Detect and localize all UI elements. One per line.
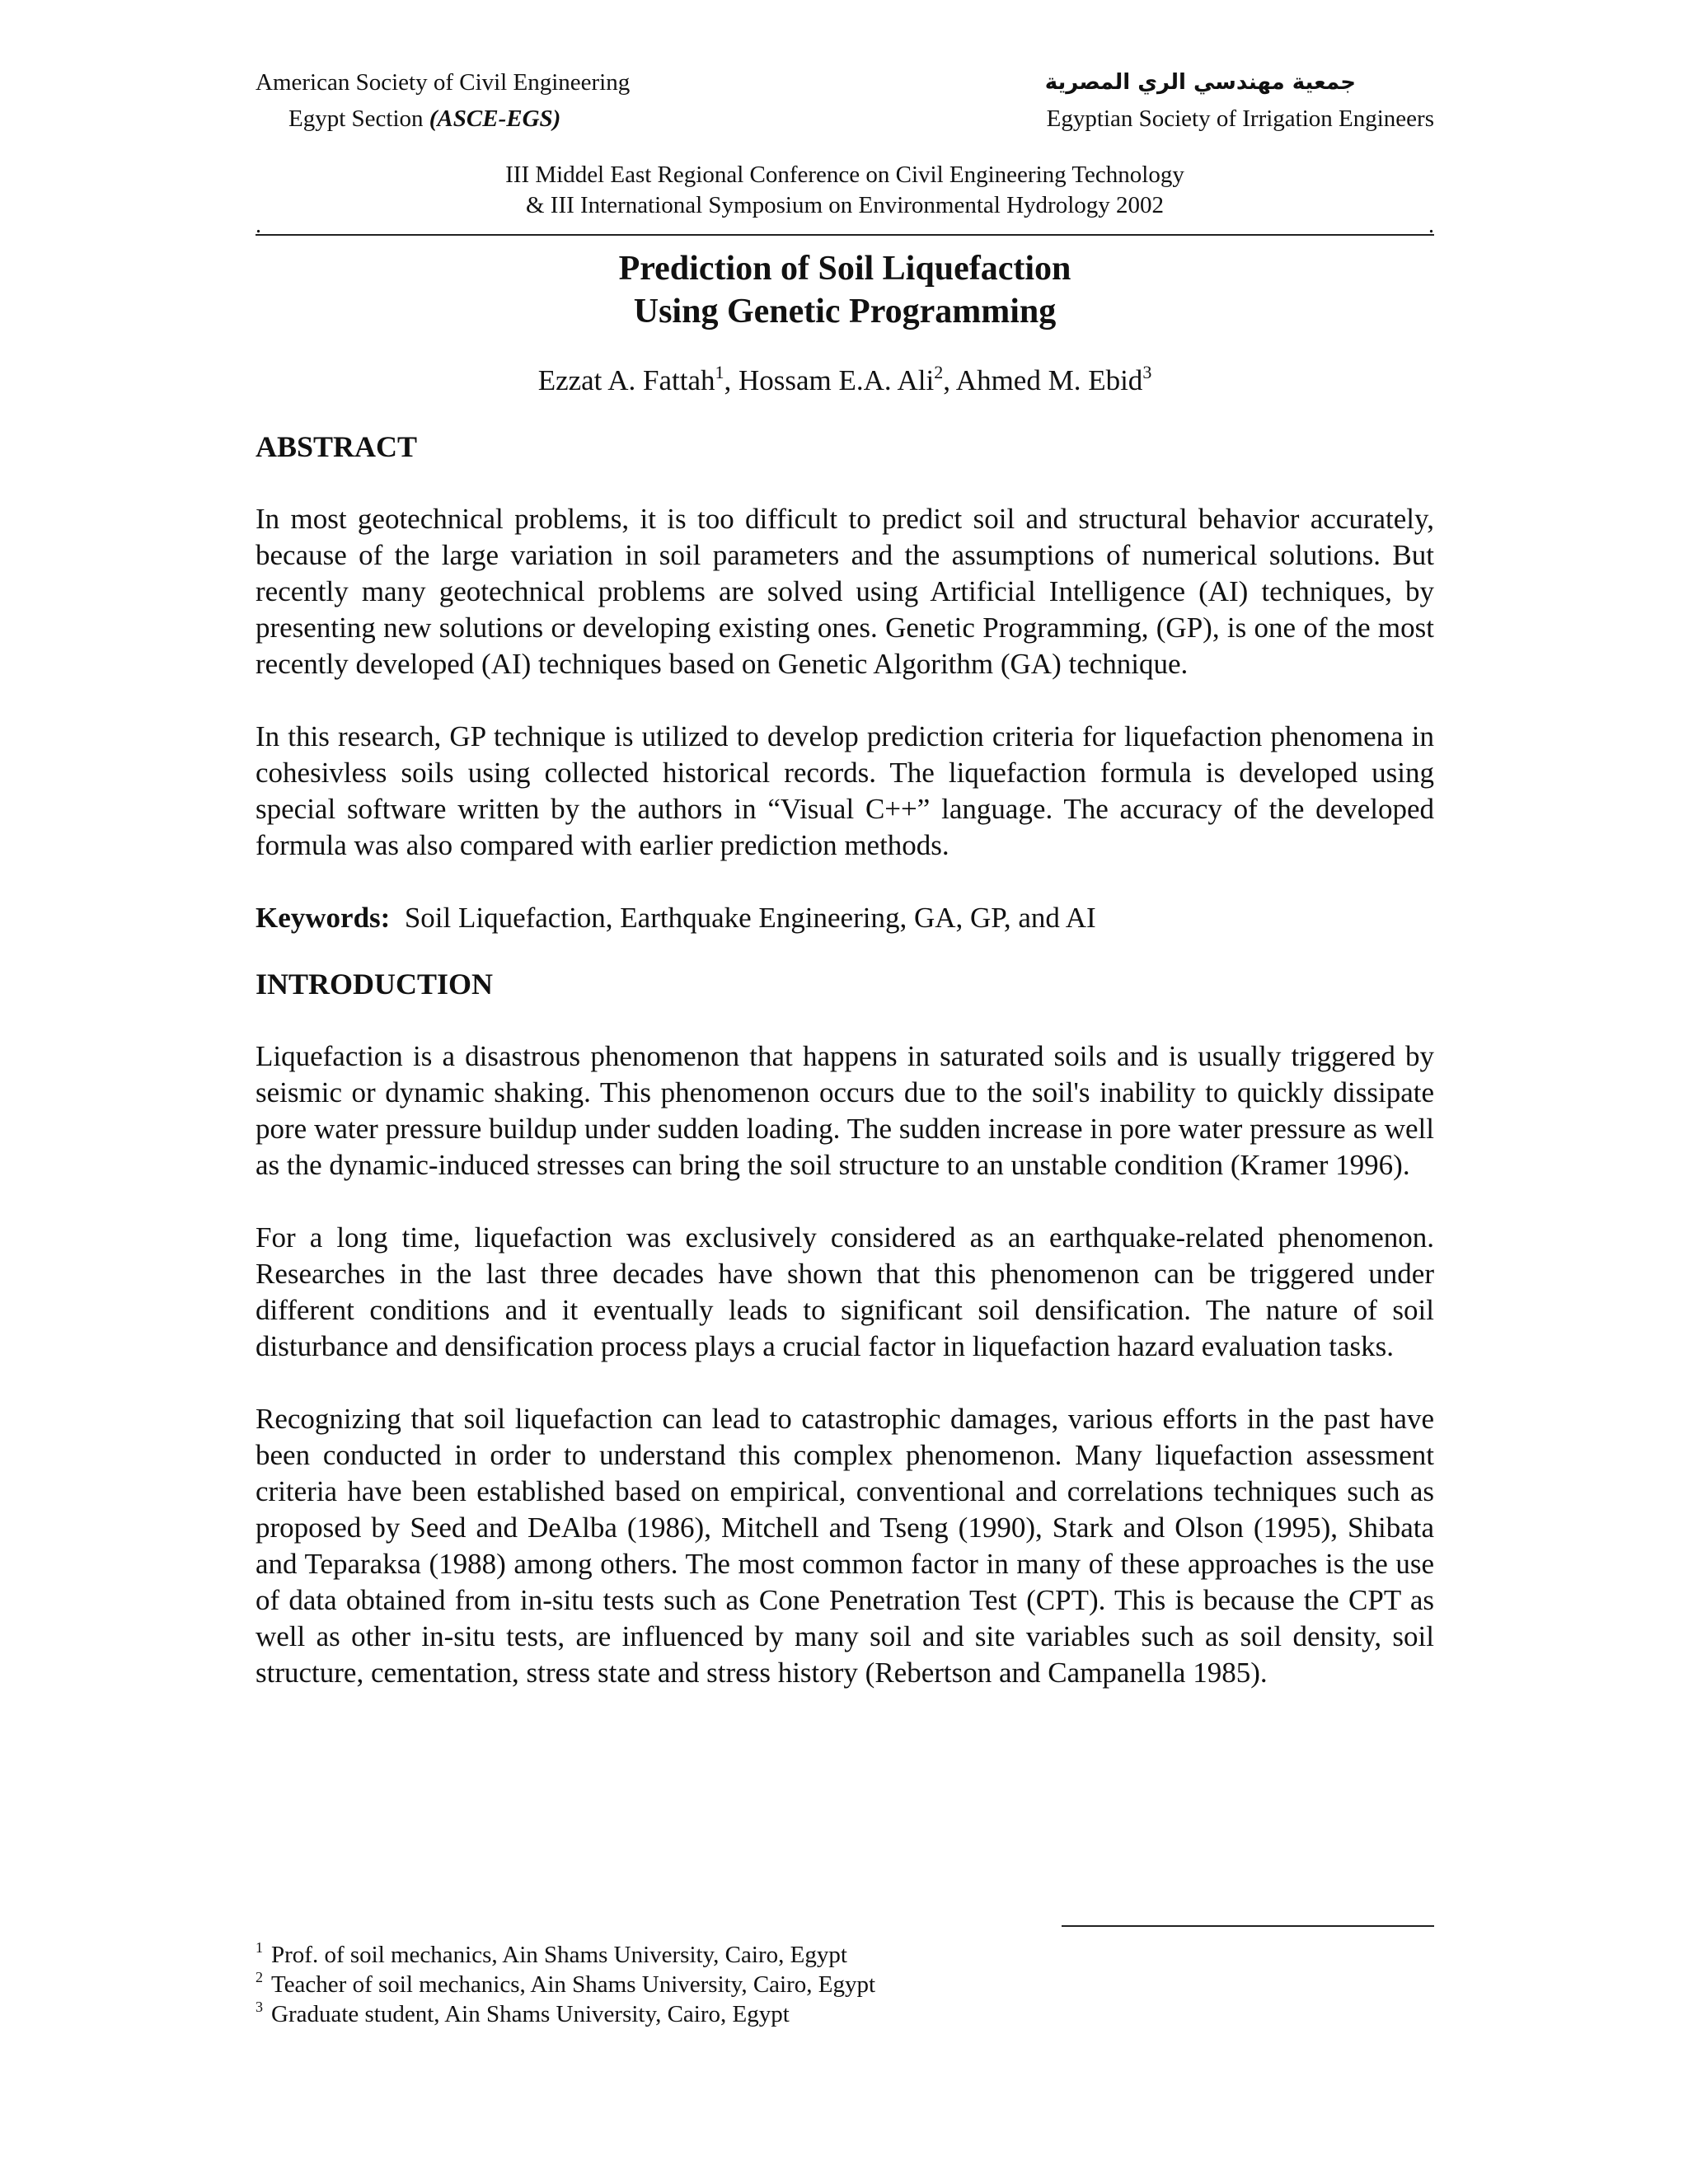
author-list [256, 363, 1434, 399]
author-name: Ahmed M. Ebid [955, 364, 1143, 396]
introduction-paragraph: Recognizing that soil liquefaction can lead to catastrophic damages, various efforts in the past have been conducted in order to understand this complex phenomenon. Many liquefaction assessment criteria have been established based on empirical, conventional and correlations techniques such as proposed by Seed and DeAlba (1986), Mitchell and Tseng (1990), Stark and Olson (1995), Shibata and Teparaksa (1988) among others. The most common factor in many of these approaches is the use of data obtained from in-situ tests such as Cone Penetration Test (CPT). This is because the CPT as well as other in-situ tests, are influenced by many soil and site variables such as soil density, soil structure, cementation, stress state and stress history (Rebertson and Campanella 1985). [256, 1403, 1434, 1689]
footnote-mark: 1 [256, 1939, 263, 1956]
author-name: Ezzat A. Fattah [537, 364, 715, 396]
rule-dot-right: . [1428, 213, 1434, 238]
author-affil-mark: 3 [1142, 362, 1152, 382]
org-left-line1: American Society of Civil Engineering [256, 69, 631, 96]
keywords-text: Soil Liquefaction, Earthquake Engineering, GA, GP, and AI [404, 902, 1096, 934]
abstract-heading: ABSTRACT [256, 430, 418, 463]
introduction-heading: INTRODUCTION [256, 968, 494, 1001]
footnote-text: Teacher of soil mechanics, Ain Shams University, Cairo, Egypt [271, 1971, 876, 1998]
author-separator: , [943, 364, 956, 396]
footnote [256, 1999, 1434, 2029]
org-left-line2-prefix: Egypt Section [288, 105, 429, 132]
header-rule [256, 213, 1434, 246]
footnote-text: Prof. of soil mechanics, Ain Shams University, Cairo, Egypt [271, 1942, 847, 1968]
org-right-english: Egyptian Society of Irrigation Engineers [1046, 105, 1434, 132]
keywords [256, 900, 1434, 936]
conference-line1: III Middel East Regional Conference on Civil Engineering Technology [505, 162, 1184, 188]
author-separator: , [724, 364, 738, 396]
header-row-2 [256, 101, 1434, 137]
footnote-divider [1062, 1925, 1434, 1927]
footnote [256, 1970, 1434, 1999]
title-line1: Prediction of Soil Liquefaction [618, 250, 1071, 288]
author-name: Hossam E.A. Ali [738, 364, 935, 396]
paper-title [256, 247, 1434, 333]
abstract-paragraph: In most geotechnical problems, it is too difficult to predict soil and structural behavior accurately, because of the large variation in soil parameters and the assumptions of numerical solutions. But recently many geotechnical problems are solved using Artificial Intelligence (AI) techniques, by presenting new solutions or developing existing ones. Genetic Programming, (GP), is one of the most recently developed (AI) techniques based on Genetic Algorithm (GA) technique. [256, 503, 1434, 680]
footnote [256, 1940, 1434, 1970]
title-line2: Using Genetic Programming [633, 293, 1057, 330]
org-right-arabic: جمعية مهندسي الري المصرية [1044, 70, 1356, 95]
author-affil-mark: 2 [934, 362, 944, 382]
introduction-paragraph: Liquefaction is a disastrous phenomenon that happens in saturated soils and is usually triggered by seismic or dynamic shaking. This phenomenon occurs due to the soil's inability to quickly dissipate pore water pressure buildup under sudden loading. The sudden increase in pore water pressure as well as the dynamic-induced stresses can bring the soil structure to an unstable condition (Kramer 1996). [256, 1040, 1434, 1181]
rule-dot-left: . [256, 213, 261, 238]
conference-info [256, 160, 1434, 221]
org-left-line2-abbr: (ASCE-EGS) [429, 105, 561, 132]
conference-line2: & III International Symposium on Environmental Hydrology 2002 [525, 192, 1165, 218]
footnote-text: Graduate student, Ain Shams University, Cairo, Egypt [271, 2001, 790, 2027]
introduction-paragraph: For a long time, liquefaction was exclusively considered as an earthquake-related phenomenon. Researches in the last three decades have shown that this phenomenon can be triggered under different conditions and it eventually leads to significant soil densification. The nature of soil disturbance and densification process plays a crucial factor in liquefaction hazard evaluation tasks. [256, 1221, 1434, 1362]
keywords-label: Keywords: [256, 902, 391, 934]
abstract-paragraph: In this research, GP technique is utilized to develop prediction criteria for liquefaction phenomena in cohesivless soils using collected historical records. The liquefaction formula is developed using special software written by the authors in “Visual C++” language. The accuracy of the developed formula was also compared with earlier prediction methods. [256, 720, 1434, 861]
author-affil-mark: 1 [715, 362, 724, 382]
footnote-mark: 2 [256, 1969, 263, 1985]
header-divider [256, 234, 1434, 236]
header-row-1 [256, 64, 1434, 101]
footnotes [256, 1940, 1434, 2029]
paper-page [256, 64, 1434, 1691]
footnote-mark: 3 [256, 1999, 263, 2015]
org-left-line2 [288, 101, 560, 137]
